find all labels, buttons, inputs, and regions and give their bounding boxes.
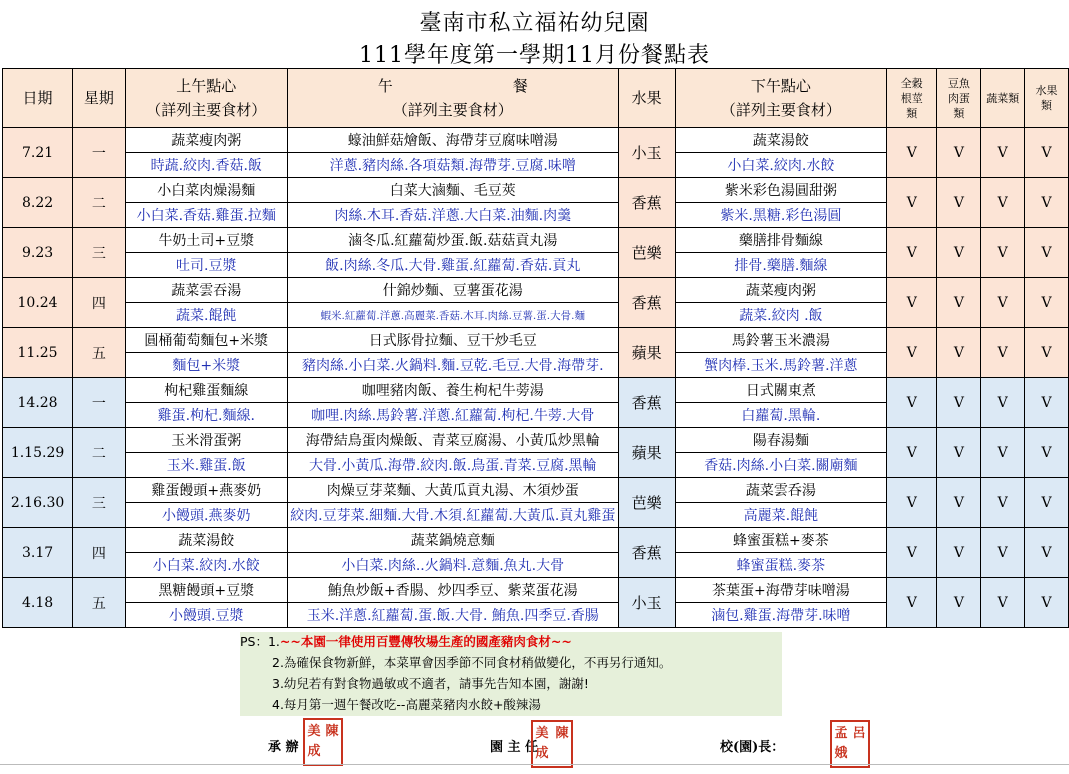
date-cell: 2.16.30 bbox=[3, 478, 73, 528]
director-label: 園 主 任 bbox=[490, 740, 539, 755]
check-cell: V bbox=[1025, 328, 1069, 378]
check-cell: V bbox=[887, 178, 937, 228]
check-cell: V bbox=[1025, 228, 1069, 278]
pm-snack-ingredients: 紫米.黑糖.彩色湯圓 bbox=[675, 203, 886, 228]
pm-snack-ingredients: 蜂蜜蛋糕.麥茶 bbox=[675, 553, 886, 578]
col-fruit-cat: 水果 類 bbox=[1025, 69, 1069, 128]
check-cell: V bbox=[1025, 428, 1069, 478]
check-cell: V bbox=[981, 378, 1025, 428]
weekday-cell: 四 bbox=[73, 278, 126, 328]
lunch-cell: 咖哩豬肉飯、養生枸杞牛蒡湯 bbox=[287, 378, 618, 403]
am-snack-ingredients: 小饅頭.豆漿 bbox=[125, 603, 287, 628]
fruit-cell: 芭樂 bbox=[618, 228, 675, 278]
lunch-cell: 肉燥豆芽菜麵、大黃瓜貢丸湯、木須炒蛋 bbox=[287, 478, 618, 503]
pm-snack-ingredients: 香菇.肉絲.小白菜.關廟麵 bbox=[675, 453, 886, 478]
lunch-ingredients: 絞肉.豆芽菜.細麵.大骨.木須.紅蘿蔔.大黃瓜.貢丸雞蛋 bbox=[287, 503, 618, 528]
fruit-cell: 芭樂 bbox=[618, 478, 675, 528]
date-cell: 11.25 bbox=[3, 328, 73, 378]
fruit-cell: 香蕉 bbox=[618, 278, 675, 328]
fruit-cell: 香蕉 bbox=[618, 378, 675, 428]
note-line-3: 3.幼兒若有對食物過敏或不適者，請事先告知本園，謝謝! bbox=[272, 676, 589, 691]
check-cell: V bbox=[887, 328, 937, 378]
date-cell: 9.23 bbox=[3, 228, 73, 278]
date-cell: 10.24 bbox=[3, 278, 73, 328]
check-cell: V bbox=[937, 178, 981, 228]
check-cell: V bbox=[887, 478, 937, 528]
fruit-cell: 香蕉 bbox=[618, 178, 675, 228]
weekday-cell: 三 bbox=[73, 478, 126, 528]
fruit-cell: 小玉 bbox=[618, 128, 675, 178]
fruit-cell: 小玉 bbox=[618, 578, 675, 628]
check-cell: V bbox=[937, 478, 981, 528]
pm-snack-cell: 紫米彩色湯圓甜粥 bbox=[675, 178, 886, 203]
am-snack-ingredients: 玉米.雞蛋.飯 bbox=[125, 453, 287, 478]
fruit-cell: 蘋果 bbox=[618, 428, 675, 478]
check-cell: V bbox=[937, 278, 981, 328]
menu-row bbox=[3, 378, 1069, 403]
menu-row bbox=[3, 328, 1069, 353]
school-name: 臺南市私立福祐幼兒園 bbox=[419, 11, 650, 36]
check-cell: V bbox=[981, 328, 1025, 378]
menu-row bbox=[3, 428, 1069, 453]
check-cell: V bbox=[887, 278, 937, 328]
check-cell: V bbox=[981, 578, 1025, 628]
check-cell: V bbox=[937, 378, 981, 428]
menu-row bbox=[3, 228, 1069, 253]
pm-snack-ingredients: 蟹肉棒.玉米.馬鈴薯.洋蔥 bbox=[675, 353, 886, 378]
check-cell: V bbox=[937, 428, 981, 478]
am-snack-cell: 黑糖饅頭+豆漿 bbox=[125, 578, 287, 603]
date-cell: 14.28 bbox=[3, 378, 73, 428]
note-line-2: 2.為確保食物新鮮，本菜單會因季節不同食材稍做變化，不再另行通知。 bbox=[272, 655, 672, 670]
note-line-1 bbox=[240, 632, 572, 650]
col-grain: 全穀 根莖 類 bbox=[887, 69, 937, 128]
menu-row bbox=[3, 128, 1069, 153]
pm-snack-cell: 蜂蜜蛋糕+麥茶 bbox=[675, 528, 886, 553]
check-cell: V bbox=[937, 578, 981, 628]
ps-label: PS：1. bbox=[240, 634, 280, 649]
menu-row bbox=[3, 278, 1069, 303]
check-cell: V bbox=[981, 528, 1025, 578]
am-snack-cell: 牛奶土司+豆漿 bbox=[125, 228, 287, 253]
check-cell: V bbox=[1025, 478, 1069, 528]
lunch-cell: 鮪魚炒飯+香腸、炒四季豆、紫菜蛋花湯 bbox=[287, 578, 618, 603]
col-fruit: 水果 bbox=[618, 69, 675, 128]
check-cell: V bbox=[981, 128, 1025, 178]
lunch-ingredients: 豬肉絲.小白菜.火鍋料.麵.豆乾.毛豆.大骨.海帶芽. bbox=[287, 353, 618, 378]
fruit-cell: 蘋果 bbox=[618, 328, 675, 378]
weekday-cell: 四 bbox=[73, 528, 126, 578]
menu-row bbox=[3, 178, 1069, 203]
col-am-snack: 上午點心 （詳列主要食材） bbox=[125, 69, 287, 128]
am-snack-cell: 雞蛋饅頭+燕麥奶 bbox=[125, 478, 287, 503]
check-cell: V bbox=[937, 228, 981, 278]
check-cell: V bbox=[981, 178, 1025, 228]
sheet-bottom-line bbox=[0, 764, 1069, 765]
pm-snack-ingredients: 蔬菜.絞肉 .飯 bbox=[675, 303, 886, 328]
check-cell: V bbox=[937, 328, 981, 378]
pm-snack-cell: 蔬菜瘦肉粥 bbox=[675, 278, 886, 303]
pm-snack-cell: 蔬菜湯餃 bbox=[675, 128, 886, 153]
am-snack-ingredients: 小白菜.絞肉.水餃 bbox=[125, 553, 287, 578]
check-cell: V bbox=[887, 378, 937, 428]
check-cell: V bbox=[1025, 278, 1069, 328]
lunch-ingredients: 大骨.小黃瓜.海帶.絞肉.飯.鳥蛋.青菜.豆腐.黑輪 bbox=[287, 453, 618, 478]
lunch-cell: 蔬菜鍋燒意麵 bbox=[287, 528, 618, 553]
weekday-cell: 三 bbox=[73, 228, 126, 278]
check-cell: V bbox=[1025, 128, 1069, 178]
check-cell: V bbox=[1025, 578, 1069, 628]
check-cell: V bbox=[887, 128, 937, 178]
pm-snack-cell: 馬鈴薯玉米濃湯 bbox=[675, 328, 886, 353]
am-snack-ingredients: 吐司.豆漿 bbox=[125, 253, 287, 278]
am-snack-cell: 蔬菜湯餃 bbox=[125, 528, 287, 553]
menu-row bbox=[3, 478, 1069, 503]
check-cell: V bbox=[981, 478, 1025, 528]
check-cell: V bbox=[1025, 178, 1069, 228]
lunch-cell: 日式豚骨拉麵、豆干炒毛豆 bbox=[287, 328, 618, 353]
am-snack-cell: 蔬菜雲吞湯 bbox=[125, 278, 287, 303]
pm-snack-ingredients: 排骨.藥膳.麵線 bbox=[675, 253, 886, 278]
lunch-ingredients: 咖哩.肉絲.馬鈴薯.洋蔥.紅蘿蔔.枸杞.牛蒡.大骨 bbox=[287, 403, 618, 428]
col-date: 日期 bbox=[3, 69, 73, 128]
pork-notice: ~~本園一律使用百豐傳牧場生產的國產豬肉食材~~ bbox=[279, 634, 572, 649]
check-cell: V bbox=[937, 128, 981, 178]
lunch-ingredients: 肉絲.木耳.香菇.洋蔥.大白菜.油麵.肉羹 bbox=[287, 203, 618, 228]
lunch-ingredients: 蝦米.紅蘿蔔.洋蔥.高麗菜.香菇.木耳.肉絲.豆薯.蛋.大骨.麵 bbox=[287, 303, 618, 328]
check-cell: V bbox=[981, 278, 1025, 328]
date-cell: 3.17 bbox=[3, 528, 73, 578]
am-snack-ingredients: 時蔬.絞肉.香菇.飯 bbox=[125, 153, 287, 178]
check-cell: V bbox=[981, 428, 1025, 478]
weekday-cell: 五 bbox=[73, 578, 126, 628]
am-snack-ingredients: 蔬菜.餛飩 bbox=[125, 303, 287, 328]
date-cell: 1.15.29 bbox=[3, 428, 73, 478]
am-snack-ingredients: 小饅頭.燕麥奶 bbox=[125, 503, 287, 528]
weekday-cell: 二 bbox=[73, 428, 126, 478]
date-cell: 7.21 bbox=[3, 128, 73, 178]
lunch-cell: 蠔油鮮菇燴飯、海帶芽豆腐味噌湯 bbox=[287, 128, 618, 153]
check-cell: V bbox=[1025, 528, 1069, 578]
am-snack-cell: 蔬菜瘦肉粥 bbox=[125, 128, 287, 153]
header-row bbox=[3, 69, 1069, 128]
pm-snack-ingredients: 小白菜.絞肉.水餃 bbox=[675, 153, 886, 178]
pm-snack-ingredients: 高麗菜.餛飩 bbox=[675, 503, 886, 528]
lunch-cell: 白菜大滷麵、毛豆莢 bbox=[287, 178, 618, 203]
menu-table bbox=[2, 68, 1069, 628]
pm-snack-cell: 日式關東煮 bbox=[675, 378, 886, 403]
seal-handler: 陳 美 成 bbox=[303, 718, 343, 766]
lunch-ingredients: 飯.肉絲.冬瓜.大骨.雞蛋.紅蘿蔔.香菇.貢丸 bbox=[287, 253, 618, 278]
lunch-cell: 滷冬瓜.紅蘿蔔炒蛋.飯.菇菇貢丸湯 bbox=[287, 228, 618, 253]
am-snack-ingredients: 雞蛋.枸杞.麵線. bbox=[125, 403, 287, 428]
seal-principal: 呂 孟 娥 bbox=[830, 720, 870, 768]
pm-snack-cell: 藥膳排骨麵線 bbox=[675, 228, 886, 253]
col-day: 星期 bbox=[73, 69, 126, 128]
pm-snack-ingredients: 滷包.雞蛋.海帶芽.味噌 bbox=[675, 603, 886, 628]
am-snack-cell: 枸杞雞蛋麵線 bbox=[125, 378, 287, 403]
weekday-cell: 一 bbox=[73, 378, 126, 428]
pm-snack-cell: 陽春湯麵 bbox=[675, 428, 886, 453]
menu-title: 111學年度第一學期11月份餐點表 bbox=[359, 43, 710, 68]
notes-box bbox=[240, 632, 782, 716]
handler-label: 承 辦 bbox=[268, 740, 299, 755]
seal-director: 陳 美 成 bbox=[531, 720, 573, 768]
note-line-4: 4.每月第一週午餐改吃--高麗菜豬肉水餃+酸辣湯 bbox=[272, 697, 541, 712]
pm-snack-cell: 蔬菜雲呑湯 bbox=[675, 478, 886, 503]
pm-snack-ingredients: 白蘿蔔.黑輪. bbox=[675, 403, 886, 428]
date-cell: 8.22 bbox=[3, 178, 73, 228]
col-pm-snack: 下午點心 （詳列主要食材） bbox=[675, 69, 886, 128]
lunch-ingredients: 玉米.洋蔥.紅蘿蔔.蛋.飯.大骨. 鮪魚.四季豆.香腸 bbox=[287, 603, 618, 628]
weekday-cell: 一 bbox=[73, 128, 126, 178]
col-veg: 蔬菜類 bbox=[981, 69, 1025, 128]
check-cell: V bbox=[937, 528, 981, 578]
check-cell: V bbox=[887, 228, 937, 278]
lunch-ingredients: 小白菜.肉絲..火鍋料.意麵.魚丸.大骨 bbox=[287, 553, 618, 578]
am-snack-cell: 小白菜肉燥湯麵 bbox=[125, 178, 287, 203]
weekday-cell: 五 bbox=[73, 328, 126, 378]
check-cell: V bbox=[887, 528, 937, 578]
menu-row bbox=[3, 528, 1069, 553]
lunch-cell: 什錦炒麵、豆薯蛋花湯 bbox=[287, 278, 618, 303]
lunch-cell: 海帶結鳥蛋肉燥飯、青菜豆腐湯、小黃瓜炒黑輪 bbox=[287, 428, 618, 453]
check-cell: V bbox=[887, 428, 937, 478]
menu-body bbox=[3, 128, 1069, 628]
pm-snack-cell: 茶葉蛋+海帶芽味噌湯 bbox=[675, 578, 886, 603]
am-snack-ingredients: 麵包+米漿 bbox=[125, 353, 287, 378]
col-protein: 豆魚 肉蛋 類 bbox=[937, 69, 981, 128]
menu-row bbox=[3, 578, 1069, 603]
am-snack-ingredients: 小白菜.香菇.雞蛋.拉麵 bbox=[125, 203, 287, 228]
weekday-cell: 二 bbox=[73, 178, 126, 228]
fruit-cell: 香蕉 bbox=[618, 528, 675, 578]
am-snack-cell: 圓桶葡萄麵包+米漿 bbox=[125, 328, 287, 353]
check-cell: V bbox=[887, 578, 937, 628]
am-snack-cell: 玉米滑蛋粥 bbox=[125, 428, 287, 453]
principal-label: 校(園)長： bbox=[720, 740, 785, 755]
check-cell: V bbox=[1025, 378, 1069, 428]
date-cell: 4.18 bbox=[3, 578, 73, 628]
lunch-ingredients: 洋蔥.豬肉絲.各項菇類.海帶芽.豆腐.味噌 bbox=[287, 153, 618, 178]
col-lunch: 午 餐 （詳列主要食材） bbox=[287, 69, 618, 128]
check-cell: V bbox=[981, 228, 1025, 278]
